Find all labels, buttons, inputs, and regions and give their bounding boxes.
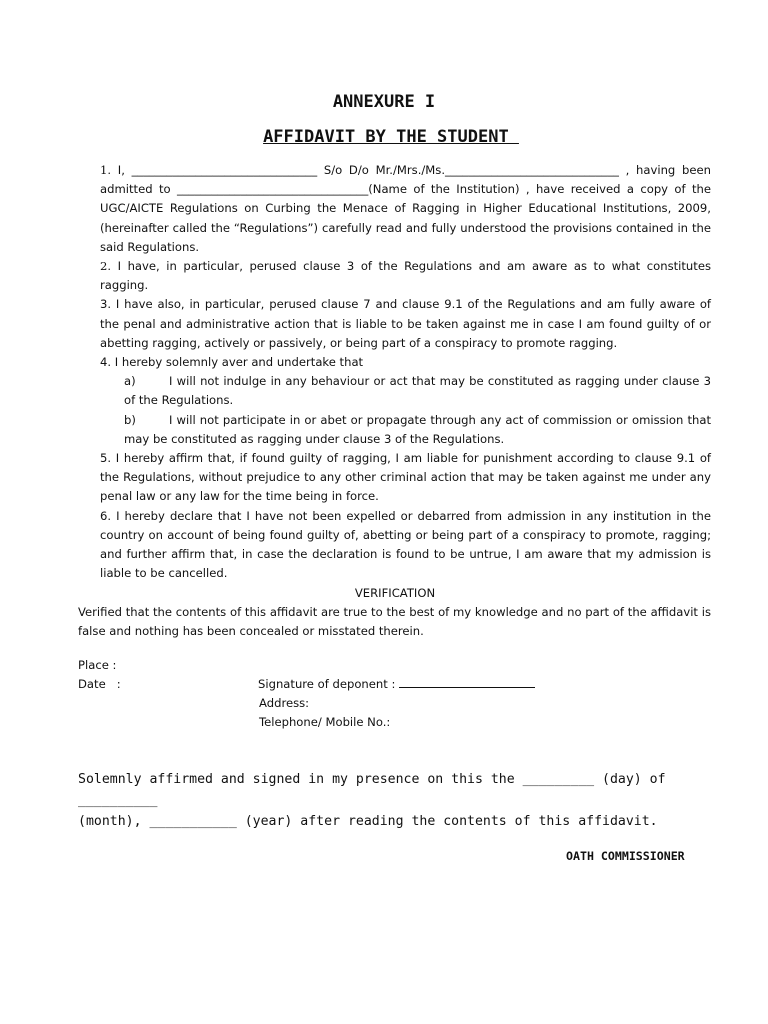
signature-line	[399, 677, 535, 688]
clause-text: I have, in particular, perused clause 3 of the Regulations and am aware as to what constitutes ragging.	[100, 259, 711, 293]
subclause-number: a)	[124, 374, 136, 389]
signature-block	[258, 675, 535, 694]
clause-number: 2.	[100, 259, 112, 274]
subclause-text: I will not indulge in any behaviour or act that may be constituted as ragging under clause 3 of the Regulations.	[124, 374, 711, 408]
affidavit-title: AFFIDAVIT BY THE STUDENT	[263, 127, 519, 147]
verification-heading: VERIFICATION	[354, 586, 436, 600]
clause-number: 6.	[100, 508, 112, 523]
clause-1	[100, 161, 711, 257]
clause-number: 3.	[100, 297, 112, 312]
clause-number: 4.	[100, 355, 112, 370]
solemn-affirmation	[78, 769, 718, 832]
clause-number: 5.	[100, 451, 112, 466]
clause-4b	[100, 411, 711, 449]
address-label: Address:	[259, 696, 310, 710]
annexure-heading: ANNEXURE I	[332, 92, 436, 112]
solemn-line-1: Solemnly affirmed and signed in my presence on this the _________ (day) of __________	[78, 772, 666, 808]
verification-text: Verified that the contents of this affidavit are true to the best of my knowledge and no part of the affidavit is false and nothing has been concealed or misstated therein.	[78, 605, 711, 639]
verification-section	[78, 603, 711, 641]
clause-3	[100, 295, 711, 353]
subclause-text: I will not participate in or abet or propagate through any act of commission or omission that may be constituted as ragging under clause 3 of the Regulations.	[124, 412, 711, 446]
clause-text: I, ________________________________ S/o D/o Mr./Mrs./Ms.______________________________ , having been admitted to _________________________________(Name of the Institution) , have received a copy of the UGC/AICTE Regulations on Curbing the Menace of Ragging in Higher Educational Institutions, 2009, (hereinafter called the “Regulations”) carefully read and fully understood the provisions contained in the said Regulations.	[100, 163, 711, 254]
clause-text: I hereby affirm that, if found guilty of ragging, I am liable for punishment according to clause 9.1 of the Regulations, without prejudice to any other criminal action that may be taken against me under any penal law or any law for the time being in force.	[100, 451, 711, 504]
clause-4	[100, 353, 711, 372]
clause-5	[100, 449, 711, 507]
date-label: Date :	[78, 677, 121, 691]
telephone-label: Telephone/ Mobile No.:	[259, 715, 391, 729]
clause-text: I hereby declare that I have not been expelled or debarred from admission in any institution in the country on account of being found guilty of, abetting or being part of a conspiracy to promote, ragging; and further affirm that, in case the declaration is found to be untrue, I am aware that my admission is liable to be cancelled.	[100, 508, 711, 581]
clause-2	[100, 257, 711, 295]
place-label: Place :	[78, 658, 117, 672]
solemn-line-2: (month), ___________ (year) after reading the contents of this affidavit.	[78, 814, 658, 829]
clause-number: 1.	[100, 163, 112, 177]
signature-label: Signature of deponent :	[258, 677, 400, 691]
clause-6	[100, 507, 711, 584]
oath-commissioner-label: OATH COMMISSIONER	[566, 849, 685, 863]
subclause-number: b)	[124, 412, 136, 427]
affidavit-body	[100, 161, 711, 583]
clause-text: I have also, in particular, perused clause 7 and clause 9.1 of the Regulations and am fully aware of the penal and administrative action that is liable to be taken against me in case I am found guilty of or abetting ragging, actively or passively, or being part of a conspiracy to promote ragging.	[100, 297, 711, 350]
clause-text: I hereby solemnly aver and undertake that	[111, 355, 364, 370]
clause-4a	[100, 372, 711, 410]
